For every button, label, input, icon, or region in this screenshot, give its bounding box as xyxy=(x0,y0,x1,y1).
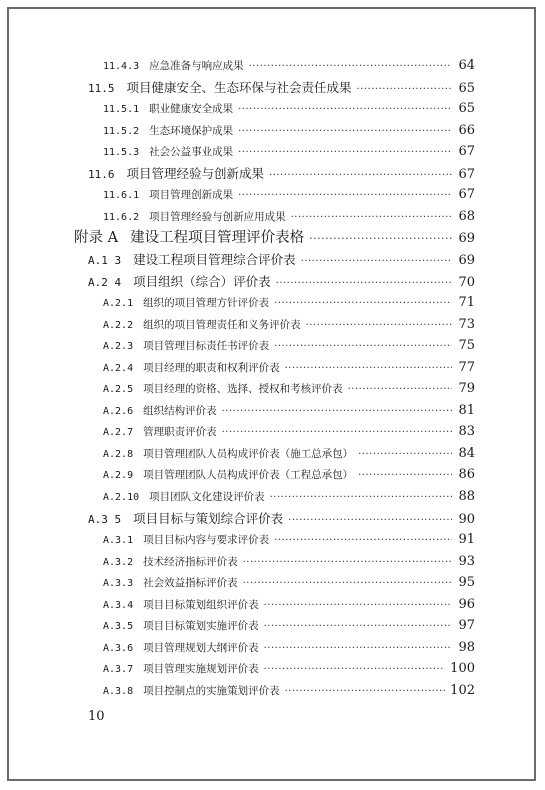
toc-entry-number: A.2.4 xyxy=(103,362,134,374)
toc-entry-page: 67 xyxy=(458,144,475,160)
toc-entry-title: 项目控制点的实施策划评价表 xyxy=(143,684,280,697)
toc-entry-number: A.2.6 xyxy=(103,405,134,417)
toc-entry-number: A.2.10 xyxy=(103,492,140,503)
toc-entry-title: 项目管理经验与创新成果 xyxy=(126,165,265,181)
dot-leader xyxy=(301,252,452,272)
toc-entry-title: 项目目标内容与要求评价表 xyxy=(143,534,270,547)
toc-entry-number: A.3.2 xyxy=(103,556,134,568)
toc-entry[interactable] xyxy=(103,293,475,313)
toc-entry[interactable] xyxy=(88,78,475,98)
toc-entry-page: 100 xyxy=(450,661,475,677)
toc-entry[interactable] xyxy=(103,681,475,701)
toc-entry-page: 83 xyxy=(458,424,475,440)
toc-entry-title: 项目管理目标责任书评价表 xyxy=(143,340,270,353)
toc-entry-number: 11.5.1 xyxy=(103,104,140,116)
toc-entry-page: 65 xyxy=(458,101,475,117)
toc-entry-page: 98 xyxy=(458,639,475,655)
toc-entry-number: 附录 A xyxy=(74,230,119,247)
toc-entry[interactable] xyxy=(103,99,475,119)
toc-entry-number: A.2.5 xyxy=(103,384,134,396)
toc-entry-page: 68 xyxy=(458,208,475,224)
dot-leader xyxy=(276,274,452,294)
toc-entry[interactable] xyxy=(88,509,475,529)
dot-leader xyxy=(238,143,452,163)
toc-entry-title: 项目目标策划组织评价表 xyxy=(143,598,259,611)
toc-entry-number: A.2.2 xyxy=(103,319,134,331)
toc-entry-title: 项目管理团队人员构成评价表（工程总承包） xyxy=(143,469,354,482)
toc-entry-page: 75 xyxy=(458,338,475,354)
toc-entry-title: 建设工程项目管理评价表格 xyxy=(130,230,305,247)
toc-entry[interactable] xyxy=(103,121,475,141)
toc-entry-page: 64 xyxy=(458,58,475,73)
toc-entry[interactable] xyxy=(103,530,475,550)
toc-entry-page: 96 xyxy=(458,596,475,612)
dot-leader xyxy=(243,574,452,594)
dot-leader xyxy=(358,466,452,486)
toc-entry-title: 项目目标策划实施评价表 xyxy=(143,620,259,633)
toc-entry[interactable] xyxy=(103,336,475,356)
toc-entry-page: 69 xyxy=(458,252,475,268)
dot-leader xyxy=(264,660,446,680)
toc-entry-number: A.2.3 xyxy=(103,341,134,353)
toc-entry-page: 91 xyxy=(458,532,475,548)
toc-entry[interactable] xyxy=(103,595,475,615)
toc-entry[interactable] xyxy=(103,444,475,464)
toc-entry-number: A.2.1 xyxy=(103,298,134,310)
dot-leader xyxy=(222,423,452,443)
toc-entry-title: 项目管理经验与创新应用成果 xyxy=(149,210,286,223)
toc-entry-page: 95 xyxy=(458,575,475,591)
toc-entry-title: 项目目标与策划综合评价表 xyxy=(133,510,284,526)
toc-entry-page: 67 xyxy=(458,166,475,182)
toc-entry-number: A.3.7 xyxy=(103,664,134,676)
toc-entry-title: 项目管理团队人员构成评价表（施工总承包） xyxy=(143,447,354,460)
toc-entry-title: 项目组织（综合）评价表 xyxy=(133,273,271,289)
toc-entry[interactable] xyxy=(103,552,475,572)
dot-leader xyxy=(291,208,452,228)
toc-entry-page: 93 xyxy=(458,553,475,569)
toc-entry-page: 73 xyxy=(458,316,475,332)
toc-entry-title: 项目团队文化建设评价表 xyxy=(149,491,265,503)
toc-entry-number: A.2 4 xyxy=(88,275,122,289)
toc-entry-title: 项目经理的资格、选择、授权和考核评价表 xyxy=(143,383,343,396)
toc-entry-number: A.3.4 xyxy=(103,599,134,611)
toc-entry[interactable] xyxy=(103,142,475,162)
toc-entry-number: 11.5.3 xyxy=(103,147,140,159)
toc-entry[interactable] xyxy=(88,272,475,292)
toc-entry-title: 生态环境保护成果 xyxy=(149,124,234,137)
toc-entry-page: 79 xyxy=(458,381,475,397)
dot-leader xyxy=(309,229,452,249)
toc-entry[interactable] xyxy=(103,315,475,335)
toc-entry-number: 11.6.1 xyxy=(103,190,140,202)
toc-entry-page: 70 xyxy=(458,274,475,290)
toc-entry-page: 77 xyxy=(458,359,475,375)
toc-entry-page: 102 xyxy=(450,682,475,698)
toc-entry[interactable] xyxy=(103,401,475,421)
toc-entry-title: 技术经济指标评价表 xyxy=(143,555,238,568)
toc-entry-number: 11.5 xyxy=(88,81,115,95)
toc-entry-number: A.3.6 xyxy=(103,642,134,654)
toc-entry-page: 67 xyxy=(458,187,475,203)
toc-entry[interactable] xyxy=(103,573,475,593)
dot-leader xyxy=(269,166,452,186)
toc-entry[interactable] xyxy=(103,358,475,378)
toc-entry-number: A.3.5 xyxy=(103,621,134,633)
toc-entry[interactable] xyxy=(103,659,475,679)
toc-entry-number: A.1 3 xyxy=(88,253,122,267)
dot-leader xyxy=(264,639,452,659)
dot-leader xyxy=(238,186,452,206)
page-number: 10 xyxy=(88,709,105,724)
dot-leader xyxy=(285,359,452,379)
toc-entry-number: 11.4.3 xyxy=(103,61,140,72)
dot-leader xyxy=(238,100,452,120)
toc-entry[interactable] xyxy=(103,56,475,76)
toc-entry-title: 项目健康安全、生态环保与社会责任成果 xyxy=(126,79,352,95)
dot-leader xyxy=(249,57,452,77)
toc-entry-page: 84 xyxy=(458,445,475,461)
dot-leader xyxy=(285,682,446,702)
toc-entry[interactable] xyxy=(103,638,475,658)
toc-entry-title: 应急准备与响应成果 xyxy=(149,60,244,72)
toc-entry-number: A.3.1 xyxy=(103,535,134,547)
toc-entry-title: 项目经理的职责和权利评价表 xyxy=(143,361,280,374)
toc-entry-title: 项目管理实施规划评价表 xyxy=(143,663,259,676)
dot-leader xyxy=(357,80,452,100)
dot-leader xyxy=(264,617,452,637)
toc-entry[interactable] xyxy=(88,250,475,270)
dot-leader xyxy=(243,553,452,573)
toc-entry-page: 97 xyxy=(458,618,475,634)
dot-leader xyxy=(358,445,452,465)
toc-entry-number: A.2.9 xyxy=(103,470,134,482)
toc-entry-page: 81 xyxy=(458,402,475,418)
toc-entry-title: 组织的项目管理责任和义务评价表 xyxy=(143,318,301,331)
toc-entry-number: 11.6.2 xyxy=(103,211,140,223)
toc-entry[interactable] xyxy=(103,207,475,227)
toc-entry-title: 组织结构评价表 xyxy=(143,404,217,417)
toc-entry-page: 86 xyxy=(458,467,475,483)
toc-entry-title: 社会公益事业成果 xyxy=(149,146,234,159)
toc-entry-page: 69 xyxy=(458,231,475,247)
dot-leader xyxy=(238,122,452,142)
toc-entry[interactable] xyxy=(103,487,475,507)
toc-entry-title: 职业健康安全成果 xyxy=(149,103,234,116)
toc-entry-page: 65 xyxy=(458,80,475,96)
dot-leader xyxy=(222,402,452,422)
toc-entry[interactable] xyxy=(103,616,475,636)
toc-entry-number: A.3.3 xyxy=(103,578,134,590)
toc-entry-title: 项目管理规划大纲评价表 xyxy=(143,641,259,654)
toc-entry-number: A.2.8 xyxy=(103,448,134,460)
toc-entry-number: A.2.7 xyxy=(103,427,134,439)
toc-entry-title: 组织的项目管理方针评价表 xyxy=(143,297,270,310)
dot-leader xyxy=(306,316,452,336)
toc-entry-page: 66 xyxy=(458,122,475,138)
toc-entry-number: A.3.8 xyxy=(103,685,134,697)
dot-leader xyxy=(274,294,452,314)
toc-entry-page: 90 xyxy=(458,511,475,527)
toc-entry[interactable] xyxy=(103,422,475,442)
toc-entry-page: 88 xyxy=(458,489,475,504)
dot-leader xyxy=(270,488,452,508)
dot-leader xyxy=(264,596,452,616)
toc-entry-number: 11.6 xyxy=(88,167,115,181)
dot-leader xyxy=(274,531,452,551)
toc-entry-number: 11.5.2 xyxy=(103,125,140,137)
toc-entry-title: 管理职责评价表 xyxy=(143,426,217,439)
toc-entry-title: 建设工程项目管理综合评价表 xyxy=(133,251,296,267)
toc-entry[interactable] xyxy=(88,164,475,184)
dot-leader xyxy=(288,511,452,531)
toc-entry[interactable] xyxy=(74,228,475,248)
toc-entry[interactable] xyxy=(103,465,475,485)
toc-entry-page: 71 xyxy=(458,295,475,311)
dot-leader xyxy=(274,337,452,357)
toc-entry-title: 社会效益指标评价表 xyxy=(143,577,238,590)
toc-entry-title: 项目管理创新成果 xyxy=(149,189,234,202)
toc-entry-number: A.3 5 xyxy=(88,512,122,526)
toc-entry[interactable] xyxy=(103,379,475,399)
toc-entry[interactable] xyxy=(103,185,475,205)
dot-leader xyxy=(348,380,452,400)
